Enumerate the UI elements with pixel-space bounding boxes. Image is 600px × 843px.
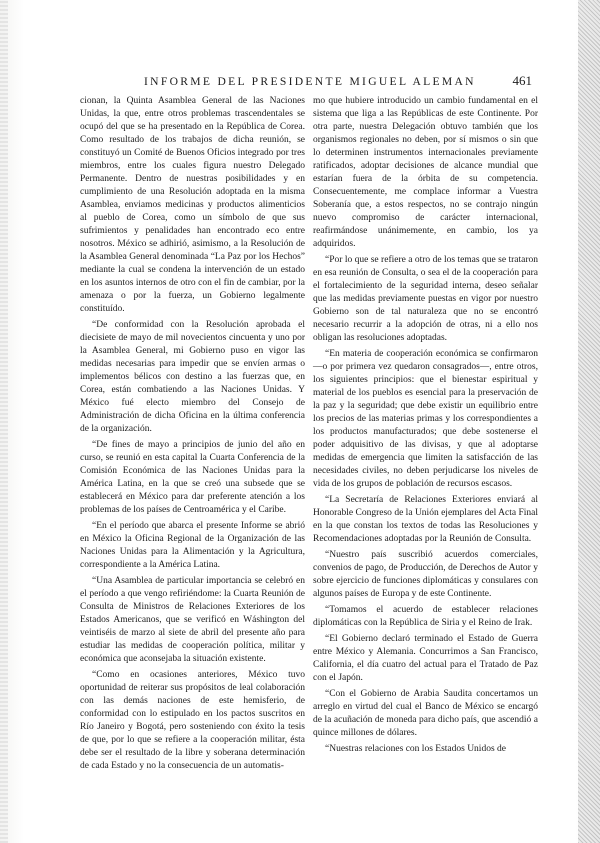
- scan-shadow-left: [0, 0, 8, 843]
- right-column: [313, 95, 538, 759]
- paragraph: “Una Asamblea de particular importancia se celebró en el período a que vengo refiriéndome: la Cuarta Reunión de Consulta de Ministros de Relaciones Exteriores de los Estados Americanos, que se verificó en Wáshington del veintiséis de marzo al siete de abril del presente año para estudiar las medidas de cooperación política, militar y económica que aconsejaba la situación existente.: [80, 576, 305, 664]
- paragraph: mo que hubiere introducido un cambio fundamental en el sistema que liga a las Repúblicas de este Continente. Por otra parte, nuestra Delegación obtuvo también que los organismos regionales no deben, por sí mismos o sin que lo determinen instrumentos internacionales previamente ratificados, adoptar decisiones de alcance mundial que estarían fuera de la órbita de su competencia. Consecuentemente, me complace informar a Vuestra Soberanía que, a estos respectos, no se contrajo ningún nuevo compromiso de carácter internacional, reafirmándose unánimemente, en cambio, los ya adquiridos.: [313, 96, 538, 249]
- scan-shadow-right: [578, 0, 600, 843]
- paragraph: “Nuestras relaciones con los Estados Unidos de: [325, 744, 506, 754]
- paragraph: “El Gobierno declaró terminado el Estado de Guerra entre México y Alemania. Concurrimos a San Francisco, California, el día cuatro del actual para el Tratado de Paz con el Japón.: [313, 634, 538, 683]
- page-number: 461: [512, 73, 532, 88]
- paragraph: “En el período que abarca el presente Informe se abrió en México la Oficina Regional de la Organización de las Naciones Unidas para la Alimentación y la Agricultura, correspondiente a la América Latina.: [80, 521, 305, 570]
- left-column: [80, 95, 305, 776]
- header-title: INFORME DEL PRESIDENTE MIGUEL ALEMAN: [144, 75, 476, 88]
- paragraph: “Nuestro país suscribió acuerdos comerciales, convenios de pago, de Producción, de Derechos de Autor y sobre ejercicio de funciones diplomáticas y consulares con algunos países de Europa y de este Continente.: [313, 550, 538, 599]
- paragraph: “Por lo que se refiere a otro de los temas que se trataron en esa reunión de Consulta, o sea el de la cooperación para el fortalecimiento de la seguridad interna, deseo señalar que las medidas previamente puestas en vigor por nuestro Gobierno son de tal naturaleza que no se encontró necesario recurrir a la adopción de otras, ni a ello nos obligan las resoluciones adoptadas.: [313, 255, 538, 343]
- paragraph: “La Secretaría de Relaciones Exteriores enviará al Honorable Congreso de la Unión ejemplares del Acta Final en la que constan los textos de todas las Resoluciones y Recomendaciones adoptadas por la Reunión de Consulta.: [313, 495, 538, 544]
- running-header: [80, 73, 540, 93]
- paragraph: cionan, la Quinta Asamblea General de las Naciones Unidas, la que, entre otros problemas trascendentales se ocupó del que se ha presentado en la República de Corea. Como resultado de los trabajos de dicha reunión, se constituyó un Comité de Buenos Oficios integrado por tres miembros, entre los cuales figura nuestro Delegado Permanente. Dentro de nuestras posibilidades y en cumplimiento de una Resolución adoptada en la misma Asamblea, enviamos medicinas y productos alimenticios al pueblo de Corea, como un símbolo de que sus sufrimientos y penalidades han encontrado eco entre nosotros. México se adhirió, asimismo, a la Resolución de la Asamblea General denominada “La Paz por los Hechos” mediante la cual se condena la intervención de un estado en los asuntos internos de otro con el fin de cambiar, por la amenaza o por la fuerza, un Gobierno legalmente constituído.: [80, 96, 305, 314]
- paragraph: “En materia de cooperación económica se confirmaron —o por primera vez quedaron consagrados—, entre otros, los siguientes principios: que el bienestar espiritual y material de los pueblos es esencial para la preservación de la paz y la seguridad; que debe existir un equilibrio entre los precios de las materias primas y los correspondientes a los productos manufacturados; que debe sostenerse el poder adquisitivo de las divisas, y que al adoptarse medidas de emergencia que limiten la satisfacción de las necesidades civiles, no deben perjudicarse los niveles de vida de los grupos de población de recursos escasos.: [313, 349, 538, 489]
- paragraph: “Con el Gobierno de Arabia Saudita concertamos un arreglo en virtud del cual el Banco de México se encargó de la acuñación de moneda para dicho país, que ascendió a quince millones de dólares.: [313, 689, 538, 738]
- paragraph: “De conformidad con la Resolución aprobada el diecisiete de mayo de mil novecientos cincuenta y uno por la Asamblea General, mi Gobierno puso en vigor las medidas necesarias para impedir que se envíen armas o implementos bélicos con destino a las fuerzas que, en Corea, están combatiendo a las Naciones Unidas. Y México fué electo miembro del Consejo de Administración de dicha Oficina en la última conferencia de la organización.: [80, 320, 305, 434]
- paragraph: “Tomamos el acuerdo de establecer relaciones diplomáticas con la República de Siria y el Reino de Irak.: [313, 605, 538, 628]
- paragraph: “De fines de mayo a principios de junio del año en curso, se reunió en esta capital la Cuarta Conferencia de la Comisión Económica de las Naciones Unidas para la América Latina, en la que se creó una subsede que se establecerá en México para dar preferente atención a los problemas de los países de Centroamérica y el Caribe.: [80, 440, 305, 515]
- paragraph: “Como en ocasiones anteriores, México tuvo oportunidad de reiterar sus propósitos de leal colaboración con las demás naciones de este hemisferio, de conformidad con lo estipulado en los pactos suscritos en Río Janeiro y Bogotá, pero sosteniendo con éxito la tesis de que, por lo que se refiere a la cooperación militar, ésta debe ser el resultado de la libre y soberana determinación de cada Estado y no la consecuencia de un automatis-: [80, 670, 305, 771]
